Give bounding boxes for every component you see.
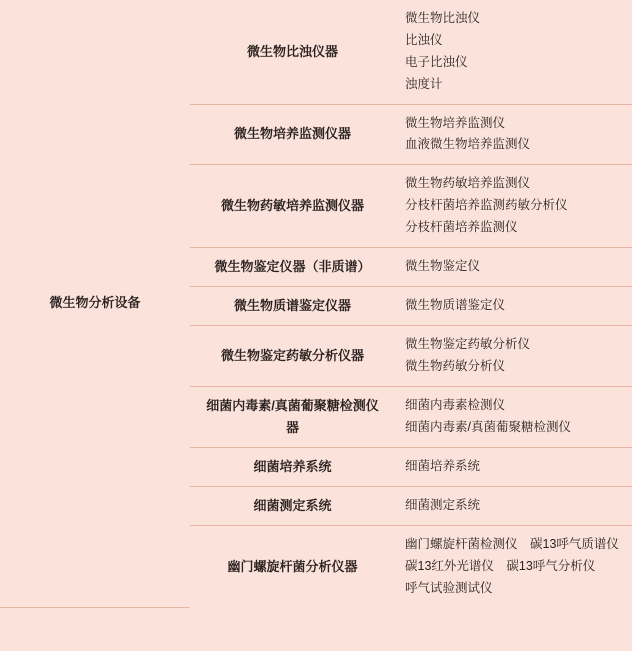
list-item: 浊度计 xyxy=(405,76,443,91)
items-cell xyxy=(395,104,632,165)
list-item: 血液微生物培养监测仪 xyxy=(405,137,531,152)
items-cell xyxy=(395,286,632,325)
group-cell: 细菌内毒素/真菌葡聚糖检测仪器 xyxy=(190,386,395,447)
category-cell: 微生物分析设备 xyxy=(0,0,190,608)
table-row xyxy=(0,0,632,104)
list-item: 碳13红外光谱仪 碳13呼气分析仪 xyxy=(405,559,596,574)
items-cell xyxy=(395,247,632,286)
list-item: 细菌内毒素/真菌葡聚糖检测仪 xyxy=(405,419,571,434)
list-item: 电子比浊仪 xyxy=(405,54,468,69)
items-cell xyxy=(395,386,632,447)
list-item: 分枝杆菌培养监测仪 xyxy=(405,220,518,234)
list-item: 微生物培养监测仪 xyxy=(405,115,506,130)
list-item: 细菌内毒素检测仪 xyxy=(405,398,506,413)
items-cell xyxy=(395,526,632,608)
list-item: 细菌测定系统 xyxy=(405,498,481,513)
group-cell: 微生物培养监测仪器 xyxy=(190,104,395,165)
group-cell: 微生物鉴定药敏分析仪器 xyxy=(190,326,395,387)
list-item: 微生物药敏培养监测仪 xyxy=(405,176,531,191)
items-cell xyxy=(395,0,632,104)
group-cell: 微生物比浊仪器 xyxy=(190,0,395,104)
list-item: 比浊仪 xyxy=(405,32,443,47)
group-cell: 细菌测定系统 xyxy=(190,487,395,526)
items-cell xyxy=(395,448,632,487)
list-item: 细菌培养系统 xyxy=(405,459,481,474)
list-item: 微生物质谱鉴定仪 xyxy=(405,298,506,313)
group-cell: 微生物质谱鉴定仪器 xyxy=(190,286,395,325)
list-item: 微生物比浊仪 xyxy=(405,11,481,25)
list-item: 分枝杆菌培养监测药敏分析仪 xyxy=(405,198,568,213)
group-cell: 细菌培养系统 xyxy=(190,448,395,487)
items-cell xyxy=(395,165,632,248)
group-cell: 微生物鉴定仪器（非质谱） xyxy=(190,247,395,286)
items-cell xyxy=(395,487,632,526)
group-cell: 微生物药敏培养监测仪器 xyxy=(190,165,395,248)
list-item: 微生物药敏分析仪 xyxy=(405,358,506,373)
list-item: 幽门螺旋杆菌检测仪 碳13呼气质谱仪 xyxy=(405,537,619,552)
list-item: 呼气试验测试仪 xyxy=(405,580,493,595)
items-cell xyxy=(395,326,632,387)
list-item: 微生物鉴定仪 xyxy=(405,258,481,273)
group-cell: 幽门螺旋杆菌分析仪器 xyxy=(190,526,395,608)
list-item: 微生物鉴定药敏分析仪 xyxy=(405,337,531,352)
